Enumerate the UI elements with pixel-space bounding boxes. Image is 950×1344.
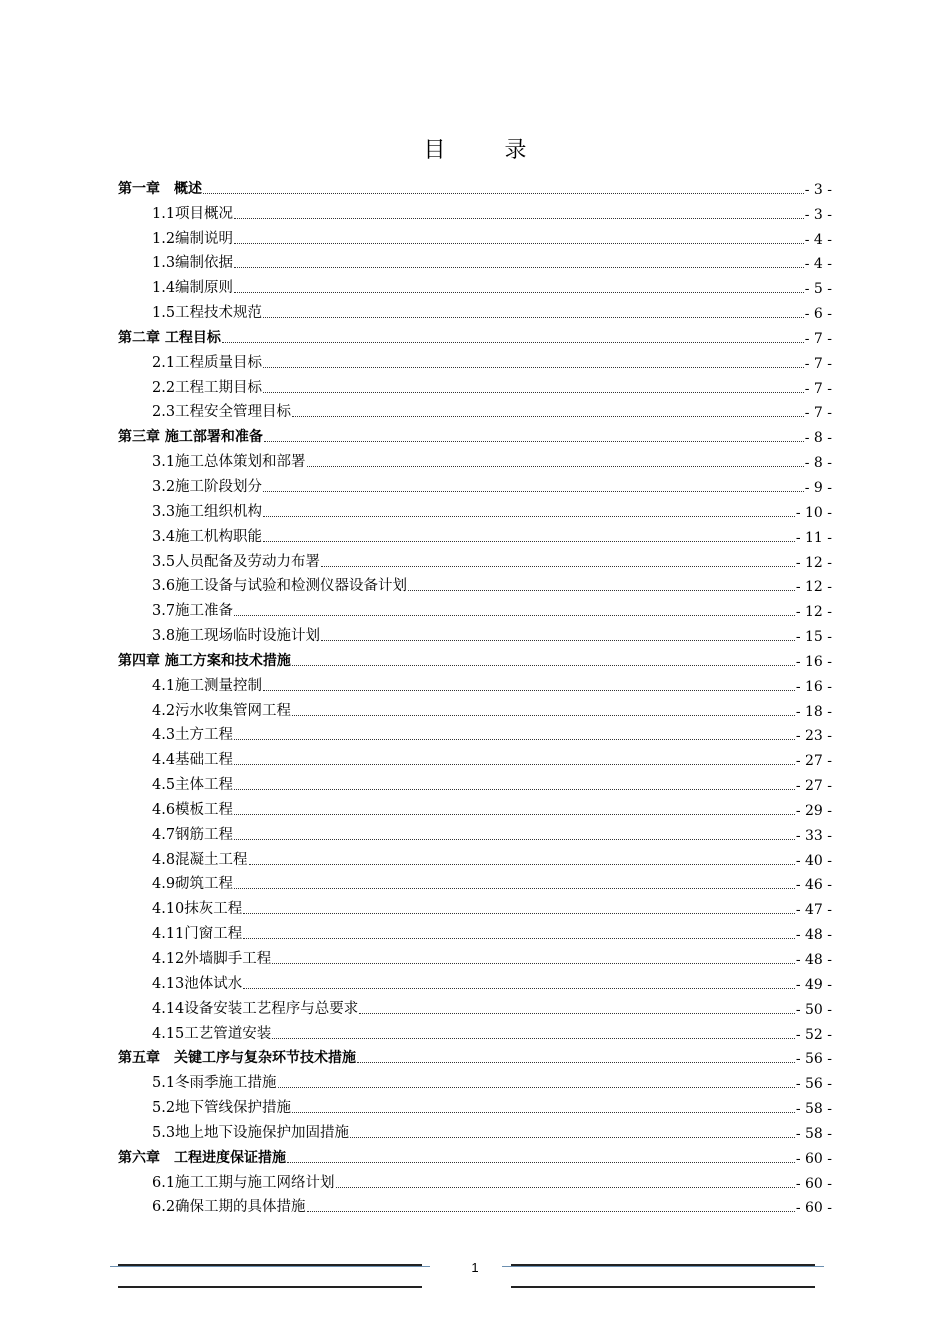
dot-leader bbox=[321, 565, 795, 567]
toc-section-entry[interactable] bbox=[118, 821, 832, 846]
toc-entry-page: - 40 - bbox=[795, 852, 832, 869]
dot-leader bbox=[234, 217, 804, 219]
toc-entry-page: - 48 - bbox=[795, 952, 832, 968]
toc-chapter-entry[interactable] bbox=[118, 1045, 832, 1070]
toc-entry-page: - 46 - bbox=[795, 877, 832, 894]
dot-leader bbox=[222, 341, 804, 343]
dot-leader bbox=[234, 614, 795, 616]
toc-entry-page: - 12 - bbox=[795, 579, 832, 596]
dot-leader bbox=[307, 465, 804, 467]
toc-chapter-entry[interactable] bbox=[118, 423, 832, 448]
toc-section-entry[interactable] bbox=[118, 548, 832, 573]
toc-section-entry[interactable] bbox=[118, 274, 832, 299]
dot-leader bbox=[357, 1061, 795, 1063]
toc-entry-label: 5.3地上地下设施保护加固措施 bbox=[152, 1124, 350, 1141]
toc-entry-label: 1.2编制说明 bbox=[152, 230, 234, 247]
toc-section-entry[interactable] bbox=[118, 1094, 832, 1119]
toc-entry-label: 4.7钢筋工程 bbox=[152, 826, 234, 843]
dot-leader bbox=[292, 415, 804, 417]
toc-entry-page: - 11 - bbox=[795, 529, 832, 546]
toc-entry-page: - 12 - bbox=[795, 554, 832, 571]
toc-entry-page: - 23 - bbox=[795, 728, 832, 745]
toc-section-entry[interactable] bbox=[118, 697, 832, 722]
toc-section-entry[interactable] bbox=[118, 225, 832, 250]
toc-section-entry[interactable] bbox=[118, 871, 832, 896]
toc-entry-page: - 33 - bbox=[795, 827, 832, 844]
toc-entry-label: 3.3施工组织机构 bbox=[152, 503, 263, 520]
toc-entry-label: 4.8混凝土工程 bbox=[152, 851, 248, 868]
toc-entry-page: - 49 - bbox=[795, 976, 832, 993]
toc-entry-label: 4.4基础工程 bbox=[152, 752, 234, 769]
dot-leader bbox=[350, 1136, 795, 1138]
dot-leader bbox=[292, 664, 795, 666]
dot-leader bbox=[336, 1186, 795, 1188]
page-footer bbox=[0, 1255, 950, 1295]
toc-section-entry[interactable] bbox=[118, 1069, 832, 1094]
toc-entry-label: 6.1施工工期与施工网络计划 bbox=[152, 1174, 335, 1191]
toc-entry-page: - 60 - bbox=[795, 1150, 832, 1167]
toc-entry-label: 5.1冬雨季施工措施 bbox=[152, 1075, 277, 1092]
toc-section-entry[interactable] bbox=[118, 473, 832, 498]
dot-leader bbox=[249, 863, 795, 865]
toc-section-entry[interactable] bbox=[118, 746, 832, 771]
dot-leader bbox=[263, 490, 804, 492]
dot-leader bbox=[292, 1111, 795, 1113]
dot-leader bbox=[263, 366, 804, 368]
toc-entry-page: - 4 - bbox=[804, 231, 832, 248]
toc-entry-label: 4.14设备安装工艺程序与总要求 bbox=[152, 1000, 359, 1017]
dot-leader bbox=[234, 813, 795, 815]
toc-entry-label: 4.13池体试水 bbox=[152, 975, 243, 992]
toc-entry-page: - 60 - bbox=[795, 1200, 832, 1217]
toc-entry-page: - 3 - bbox=[804, 181, 832, 198]
dot-leader bbox=[272, 1037, 795, 1039]
dot-leader bbox=[264, 440, 804, 442]
toc-entry-page: - 29 - bbox=[795, 802, 832, 819]
dot-leader bbox=[234, 266, 804, 268]
toc-chapter-entry[interactable] bbox=[118, 1144, 832, 1169]
dot-leader bbox=[234, 763, 795, 765]
toc-entry-page: - 58 - bbox=[795, 1125, 832, 1142]
toc-entry-label: 第六章 工程进度保证措施 bbox=[118, 1149, 286, 1166]
dot-leader bbox=[234, 242, 804, 244]
toc-section-entry[interactable] bbox=[118, 1020, 832, 1045]
toc-section-entry[interactable] bbox=[118, 920, 832, 945]
toc-chapter-entry[interactable] bbox=[118, 175, 832, 200]
toc-section-entry[interactable] bbox=[118, 895, 832, 920]
toc-entry-label: 3.8施工现场临时设施计划 bbox=[152, 628, 321, 645]
toc-entry-page: - 12 - bbox=[795, 604, 832, 621]
toc-section-entry[interactable] bbox=[118, 374, 832, 399]
toc-entry-page: - 58 - bbox=[795, 1101, 832, 1118]
toc-entry-label: 1.1项目概况 bbox=[152, 205, 234, 222]
toc-entry-page: - 7 - bbox=[804, 355, 832, 372]
toc-entry-page: - 8 - bbox=[804, 430, 832, 447]
toc-entry-label: 1.4编制原则 bbox=[152, 280, 234, 297]
toc-entry-page: - 60 - bbox=[795, 1175, 832, 1192]
toc-chapter-entry[interactable] bbox=[118, 324, 832, 349]
dot-leader bbox=[234, 887, 795, 889]
toc-entry-label: 第五章 关键工序与复杂环节技术措施 bbox=[118, 1050, 356, 1067]
toc-entry-page: - 8 - bbox=[804, 455, 832, 472]
dot-leader bbox=[234, 291, 804, 293]
dot-leader bbox=[359, 1012, 795, 1014]
toc-entry-label: 3.1施工总体策划和部署 bbox=[152, 454, 306, 471]
toc-section-entry[interactable] bbox=[118, 945, 832, 970]
toc-section-entry[interactable] bbox=[118, 796, 832, 821]
toc-entry-label: 4.15工艺管道安装 bbox=[152, 1025, 272, 1042]
toc-entry-page: - 47 - bbox=[795, 902, 832, 919]
toc-entry-page: - 15 - bbox=[795, 629, 832, 646]
toc-entry-page: - 5 - bbox=[804, 281, 832, 298]
toc-entry-label: 3.4施工机构职能 bbox=[152, 528, 263, 545]
toc-entry-label: 第一章 概述 bbox=[118, 180, 202, 197]
toc-section-entry[interactable] bbox=[118, 498, 832, 523]
dot-leader bbox=[263, 391, 804, 393]
toc-entry-label: 1.5工程技术规范 bbox=[152, 305, 263, 322]
toc-entry-label: 4.5主体工程 bbox=[152, 777, 234, 794]
dot-leader bbox=[243, 912, 795, 914]
toc-section-entry[interactable] bbox=[118, 523, 832, 548]
toc-entry-page: - 4 - bbox=[804, 256, 832, 273]
dot-leader bbox=[263, 316, 804, 318]
toc-entry-page: - 7 - bbox=[804, 405, 832, 422]
toc-entry-page: - 9 - bbox=[804, 479, 832, 496]
toc-entry-label: 4.10抹灰工程 bbox=[152, 901, 243, 918]
toc-entry-label: 第三章 施工部署和准备 bbox=[118, 429, 263, 446]
toc-section-entry[interactable] bbox=[118, 995, 832, 1020]
dot-leader bbox=[234, 738, 795, 740]
toc-section-entry[interactable] bbox=[118, 1119, 832, 1144]
toc-entry-page: - 56 - bbox=[795, 1051, 832, 1068]
dot-leader bbox=[243, 987, 795, 989]
toc-entry-label: 第四章 施工方案和技术措施 bbox=[118, 652, 291, 669]
toc-entry-label: 3.2施工阶段划分 bbox=[152, 478, 263, 495]
toc-entry-page: - 7 - bbox=[804, 380, 832, 397]
toc-section-entry[interactable] bbox=[118, 448, 832, 473]
dot-leader bbox=[234, 838, 795, 840]
toc-entry-label: 4.11门窗工程 bbox=[152, 926, 243, 943]
toc-entry-label: 3.5人员配备及劳动力布署 bbox=[152, 553, 321, 570]
dot-leader bbox=[263, 689, 795, 691]
footer-rule-left-lower bbox=[118, 1286, 422, 1288]
toc-section-entry[interactable] bbox=[118, 1194, 832, 1219]
toc-entry-label: 2.3工程安全管理目标 bbox=[152, 404, 292, 421]
dot-leader bbox=[321, 639, 795, 641]
toc-entry-label: 4.3土方工程 bbox=[152, 727, 234, 744]
toc-entry-page: - 27 - bbox=[795, 753, 832, 770]
toc-entry-label: 4.9砌筑工程 bbox=[152, 876, 234, 893]
toc-chapter-entry[interactable] bbox=[118, 647, 832, 672]
toc-section-entry[interactable] bbox=[118, 771, 832, 796]
dot-leader bbox=[263, 515, 795, 517]
toc-entry-label: 3.7施工准备 bbox=[152, 603, 234, 620]
toc-entry-page: - 52 - bbox=[795, 1026, 832, 1043]
toc-entry-page: - 16 - bbox=[795, 678, 832, 695]
toc-section-entry[interactable] bbox=[118, 597, 832, 622]
dot-leader bbox=[263, 540, 795, 542]
toc-section-entry[interactable] bbox=[118, 622, 832, 647]
toc-entry-page: - 18 - bbox=[795, 703, 832, 720]
toc-entry-label: 1.3编制依据 bbox=[152, 255, 234, 272]
toc-section-entry[interactable] bbox=[118, 250, 832, 275]
page-number: 1 bbox=[471, 1260, 479, 1275]
toc-entry-page: - 50 - bbox=[795, 1001, 832, 1018]
dot-leader bbox=[408, 589, 795, 591]
toc-entry-label: 2.1工程质量目标 bbox=[152, 354, 263, 371]
toc-entry-page: - 6 - bbox=[804, 306, 832, 323]
toc-section-entry[interactable] bbox=[118, 846, 832, 871]
toc-entry-label: 4.1施工测量控制 bbox=[152, 677, 263, 694]
toc-entry-label: 6.2确保工期的具体措施 bbox=[152, 1199, 306, 1216]
table-of-contents bbox=[118, 175, 832, 1218]
toc-entry-page: - 48 - bbox=[795, 927, 832, 944]
dot-leader bbox=[272, 962, 795, 964]
toc-entry-label: 3.6施工设备与试验和检测仪器设备计划 bbox=[152, 578, 408, 595]
toc-entry-label: 5.2地下管线保护措施 bbox=[152, 1100, 292, 1117]
toc-entry-label: 2.2工程工期目标 bbox=[152, 379, 263, 396]
toc-entry-page: - 56 - bbox=[795, 1076, 832, 1093]
toc-entry-page: - 10 - bbox=[795, 504, 832, 521]
footer-rule-right-lower bbox=[511, 1286, 815, 1288]
toc-section-entry[interactable] bbox=[118, 970, 832, 995]
dot-leader bbox=[234, 788, 795, 790]
toc-entry-label: 4.6模板工程 bbox=[152, 801, 234, 818]
toc-entry-page: - 27 - bbox=[795, 778, 832, 795]
toc-entry-label: 第二章 工程目标 bbox=[118, 329, 221, 346]
dot-leader bbox=[203, 192, 804, 194]
dot-leader bbox=[278, 1086, 795, 1088]
toc-section-entry[interactable] bbox=[118, 299, 832, 324]
toc-entry-label: 4.12外墙脚手工程 bbox=[152, 951, 272, 967]
toc-title: 目 录 bbox=[423, 138, 553, 163]
dot-leader bbox=[292, 714, 795, 716]
toc-entry-label: 4.2污水收集管网工程 bbox=[152, 702, 292, 719]
toc-section-entry[interactable] bbox=[118, 722, 832, 747]
toc-entry-page: - 16 - bbox=[795, 653, 832, 670]
toc-section-entry[interactable] bbox=[118, 349, 832, 374]
toc-entry-page: - 7 - bbox=[804, 330, 832, 347]
toc-section-entry[interactable] bbox=[118, 672, 832, 697]
dot-leader bbox=[243, 937, 795, 939]
dot-leader bbox=[287, 1161, 795, 1163]
toc-section-entry[interactable] bbox=[118, 399, 832, 424]
toc-section-entry[interactable] bbox=[118, 573, 832, 598]
dot-leader bbox=[307, 1210, 795, 1212]
toc-section-entry[interactable] bbox=[118, 200, 832, 225]
toc-section-entry[interactable] bbox=[118, 1169, 832, 1194]
toc-entry-page: - 3 - bbox=[804, 206, 832, 223]
